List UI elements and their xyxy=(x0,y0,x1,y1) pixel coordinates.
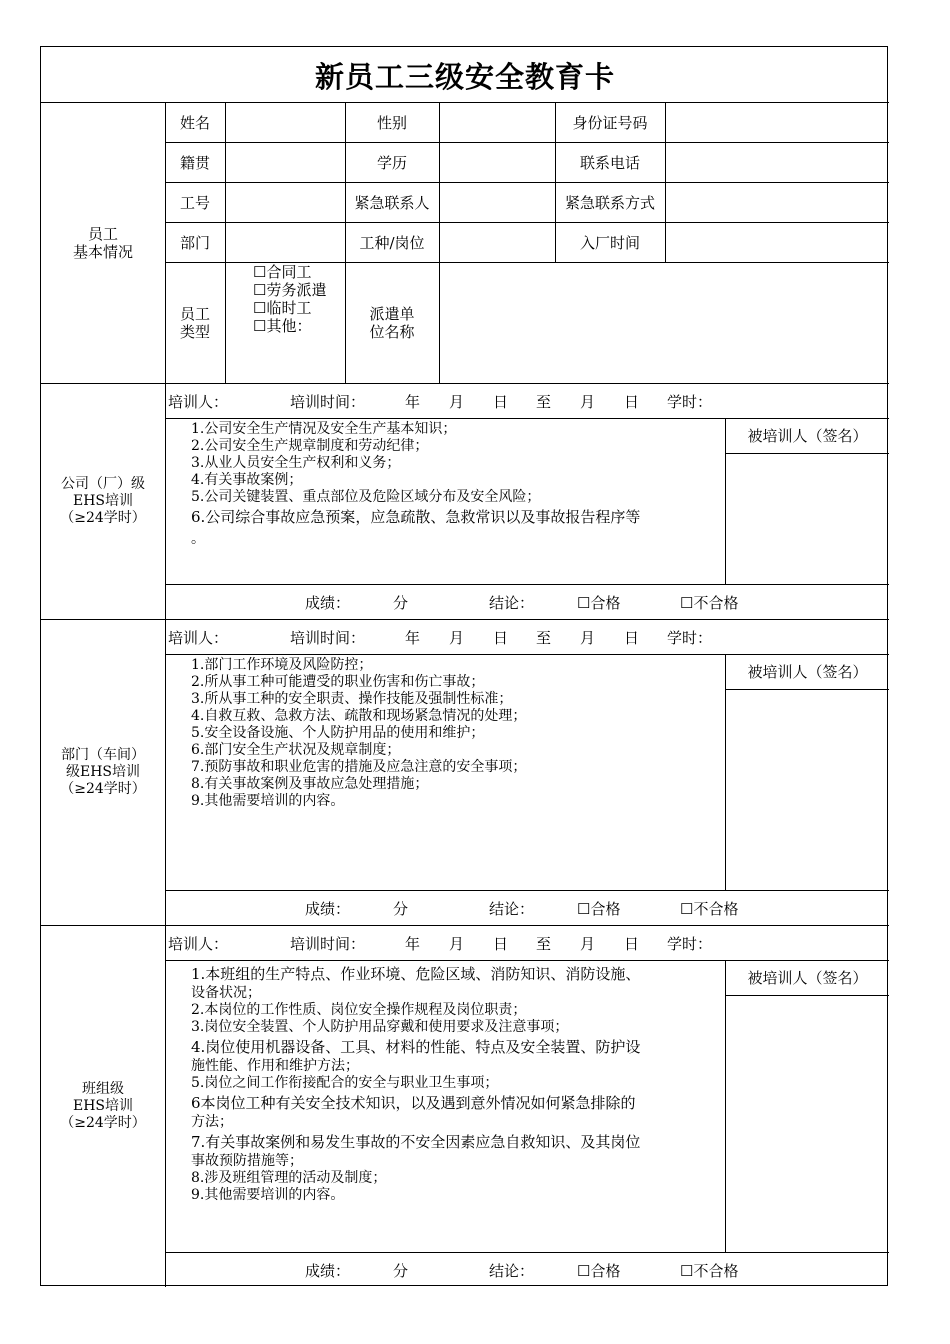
list-item: 4.有关事故案例； xyxy=(191,472,303,488)
phone-label: 联系电话 xyxy=(579,153,640,172)
trainee-sign-label: 被培训人（签名） xyxy=(747,969,868,987)
trainee-sign-field[interactable] xyxy=(726,996,889,1251)
entry-date-label: 入厂时间 xyxy=(579,233,640,252)
list-item: 4.岗位使用机器设备、工具、材料的性能、特点及安全装置、防护设 xyxy=(191,1038,641,1056)
department-training-info: 培训人： 培训时间： 年 月 日 至 月 日 学时： xyxy=(168,629,713,647)
list-item: 6.公司综合事故应急预案，应急疏散、急救常识以及事故报告程序等 xyxy=(191,508,641,526)
card-title: 新员工三级安全教育卡 xyxy=(314,59,615,94)
list-item: 施性能、作用和维护方法； xyxy=(191,1058,359,1074)
pass-checkbox[interactable]: ☐合格 xyxy=(577,594,621,612)
list-item: 7.预防事故和职业危害的措施及应急注意的安全事项； xyxy=(191,759,527,775)
team-training-content xyxy=(191,963,725,1204)
emergency-contact-label: 紧急联系人 xyxy=(354,193,430,212)
list-item: 3.从业人员安全生产权利和义务； xyxy=(191,455,401,471)
trainee-sign-label: 被培训人（签名） xyxy=(747,427,868,445)
section-department-label: 部门（车间） 级EHS培训 （≥24学时） xyxy=(60,746,146,797)
list-item: 。 xyxy=(191,531,205,547)
emergency-contact-field[interactable] xyxy=(440,183,555,222)
trainee-sign-label: 被培训人（签名） xyxy=(747,663,868,681)
job-label: 工种/岗位 xyxy=(359,233,425,252)
emergency-phone-label: 紧急联系方式 xyxy=(564,193,655,212)
list-item: 4.自救互救、急救方法、疏散和现场紧急情况的处理； xyxy=(191,708,527,724)
list-item: 2.公司安全生产规章制度和劳动纪律； xyxy=(191,438,429,454)
list-item: 6本岗位工种有关安全技术知识，以及遇到意外情况如何紧急排除的 xyxy=(191,1094,636,1112)
list-item: 7.有关事故案例和易发生事故的不安全因素应急自救知识、及其岗位 xyxy=(191,1133,641,1151)
list-item: 2.本岗位的工作性质、岗位安全操作规程及岗位职责； xyxy=(191,1002,527,1018)
company-training-result: 成绩： 分 结论： ☐合格 ☐不合格 xyxy=(305,594,739,612)
native-place-label: 籍贯 xyxy=(179,153,210,172)
emergency-phone-field[interactable] xyxy=(666,183,889,222)
type-option-dispatch[interactable]: ☐劳务派遣 xyxy=(253,281,327,299)
type-option-other[interactable]: ☐其他： xyxy=(253,317,312,335)
id-number-field[interactable] xyxy=(666,103,889,142)
gender-field[interactable] xyxy=(440,103,555,142)
fail-checkbox[interactable]: ☐不合格 xyxy=(680,900,739,918)
education-field[interactable] xyxy=(440,143,555,182)
list-item: 3.岗位安全装置、个人防护用品穿戴和使用要求及注意事项； xyxy=(191,1019,569,1035)
employee-id-label: 工号 xyxy=(179,193,210,212)
list-item: 2.所从事工种可能遭受的职业伤害和伤亡事故； xyxy=(191,674,485,690)
employee-type-options xyxy=(253,263,345,335)
employee-type-label: 员工 类型 xyxy=(179,304,210,341)
type-option-contract[interactable]: ☐合同工 xyxy=(253,263,312,281)
pass-checkbox[interactable]: ☐合格 xyxy=(577,1262,621,1280)
list-item: 5.安全设备设施、个人防护用品的使用和维护； xyxy=(191,725,485,741)
list-item: 8.涉及班组管理的活动及制度； xyxy=(191,1170,387,1186)
id-number-label: 身份证号码 xyxy=(572,113,648,132)
fail-checkbox[interactable]: ☐不合格 xyxy=(680,1262,739,1280)
department-training-result: 成绩： 分 结论： ☐合格 ☐不合格 xyxy=(305,900,739,918)
name-label: 姓名 xyxy=(179,113,210,132)
trainee-sign-field[interactable] xyxy=(726,690,889,889)
list-item: 9.其他需要培训的内容。 xyxy=(191,793,345,809)
employee-id-field[interactable] xyxy=(226,183,345,222)
name-field[interactable] xyxy=(226,103,345,142)
fail-checkbox[interactable]: ☐不合格 xyxy=(680,594,739,612)
section-team-label: 班组级 EHS培训 （≥24学时） xyxy=(60,1080,146,1131)
list-item: 9.其他需要培训的内容。 xyxy=(191,1187,345,1203)
type-option-temporary[interactable]: ☐临时工 xyxy=(253,299,312,317)
list-item: 1.本班组的生产特点、作业环境、危险区域、消防知识、消防设施、 xyxy=(191,965,641,983)
job-field[interactable] xyxy=(440,223,555,262)
list-item: 5.公司关键装置、重点部位及危险区域分布及安全风险； xyxy=(191,489,541,505)
gender-label: 性别 xyxy=(376,113,407,132)
list-item: 6.部门安全生产状况及规章制度； xyxy=(191,742,401,758)
dispatch-unit-field[interactable] xyxy=(440,263,889,383)
list-item: 设备状况； xyxy=(191,985,261,1001)
entry-date-field[interactable] xyxy=(666,223,889,262)
section-company-label: 公司（厂）级 EHS培训 （≥24学时） xyxy=(60,475,146,526)
list-item: 事故预防措施等； xyxy=(191,1153,303,1169)
team-training-info: 培训人： 培训时间： 年 月 日 至 月 日 学时： xyxy=(168,935,713,953)
company-training-content xyxy=(191,421,725,550)
list-item: 1.部门工作环境及风险防控； xyxy=(191,657,373,673)
list-item: 1.公司安全生产情况及安全生产基本知识； xyxy=(191,421,457,437)
section-basic-label: 员工 基本情况 xyxy=(72,225,133,261)
department-field[interactable] xyxy=(226,223,345,262)
pass-checkbox[interactable]: ☐合格 xyxy=(577,900,621,918)
company-training-info: 培训人： 培训时间： 年 月 日 至 月 日 学时： xyxy=(168,393,713,411)
dispatch-unit-label: 派遣单 位名称 xyxy=(369,304,415,341)
list-item: 方法； xyxy=(191,1114,233,1130)
native-place-field[interactable] xyxy=(226,143,345,182)
phone-field[interactable] xyxy=(666,143,889,182)
list-item: 8.有关事故案例及事故应急处理措施； xyxy=(191,776,429,792)
team-training-result: 成绩： 分 结论： ☐合格 ☐不合格 xyxy=(305,1262,739,1280)
safety-education-card xyxy=(40,46,888,1286)
department-training-content xyxy=(191,657,725,810)
list-item: 5.岗位之间工作衔接配合的安全与职业卫生事项； xyxy=(191,1075,499,1091)
department-label: 部门 xyxy=(179,233,210,252)
education-label: 学历 xyxy=(376,153,407,172)
list-item: 3.所从事工种的安全职责、操作技能及强制性标准； xyxy=(191,691,513,707)
trainee-sign-field[interactable] xyxy=(726,454,889,583)
